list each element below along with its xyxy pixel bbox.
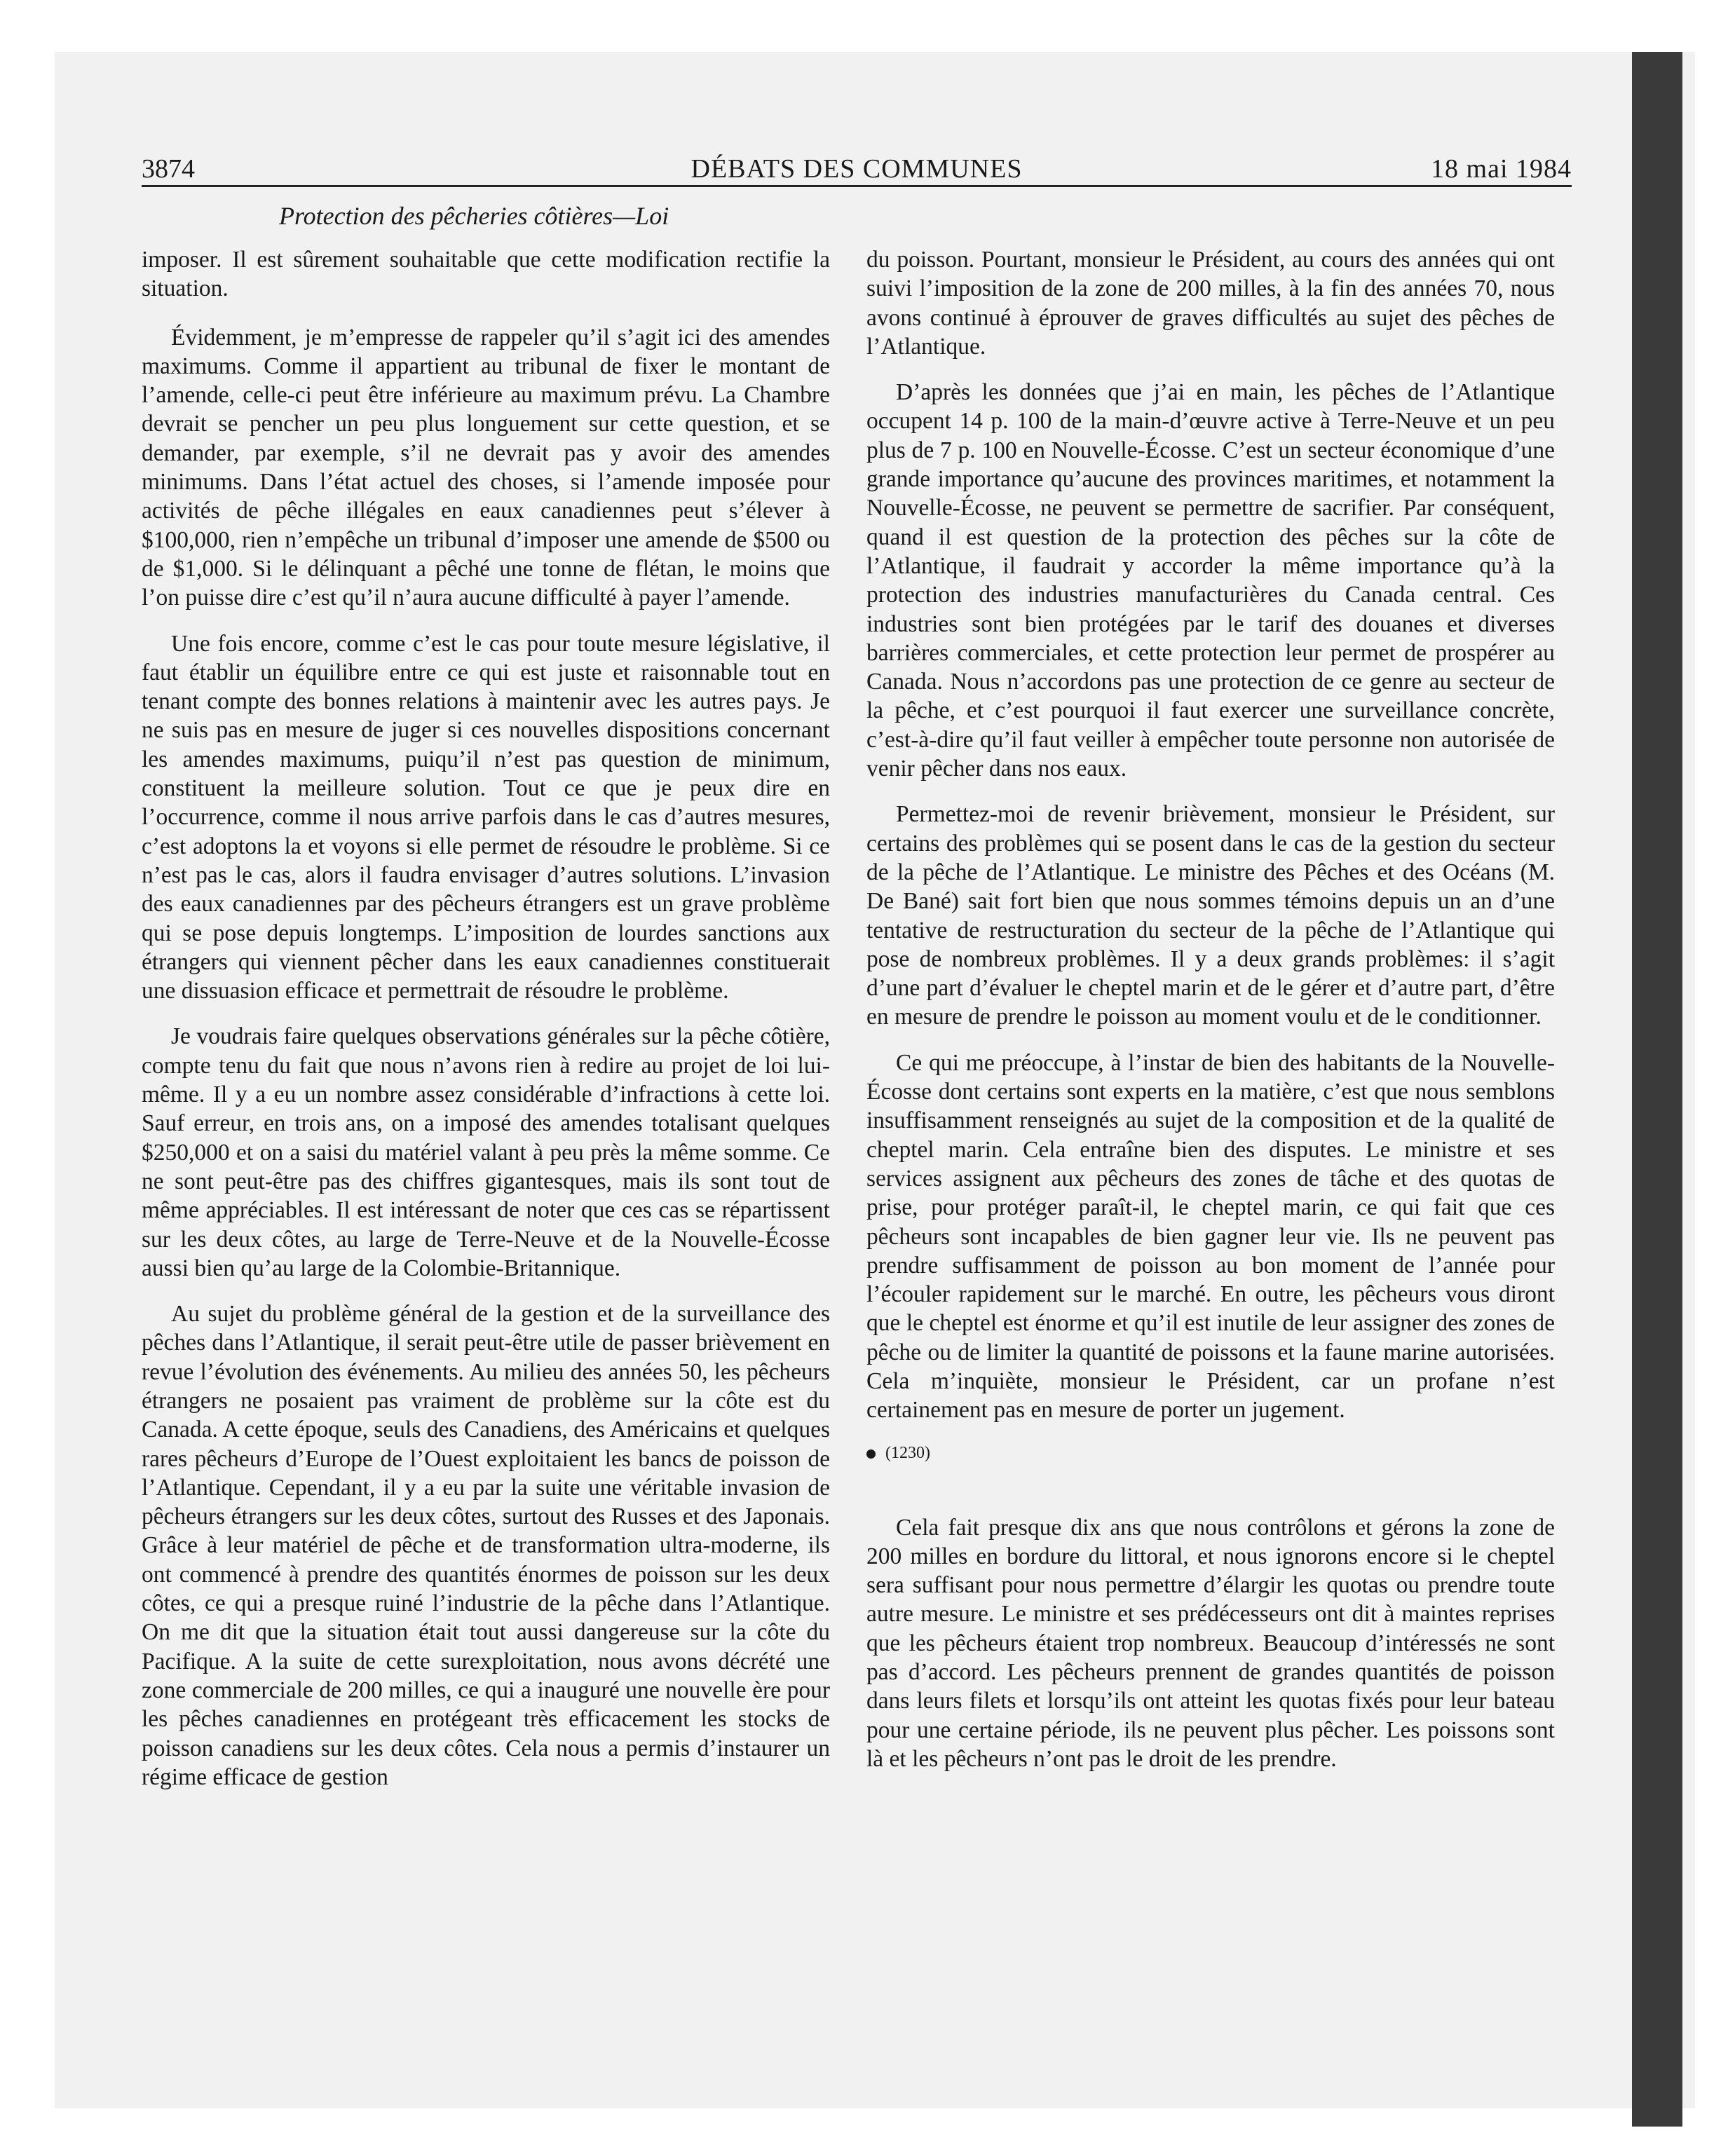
- paragraph: Ce qui me préoccupe, à l’instar de bien des habitants de la Nouvelle-Écosse dont certains sont experts en la matière, c’est que nous semblons insuffisamment renseignés au sujet de la composition et de la qualité de cheptel marin. Cela entraîne bien des disputes. Le ministre et ses services assignent aux pêcheurs des zones de tâche et des quotas de prise, pour protéger paraît-il, le cheptel marin, ce qui fait que ces pêcheurs sont incapables de bien gagner leur vie. Ils ne peuvent pas prendre suffisamment de poisson au bon moment de l’année pour l’écouler rapidement sur le marché. En outre, les pêcheurs vous diront que le cheptel est énorme et qu’il est inutile de leur assigner des zones de pêche ou de limiter la quantité de poissons et la faune marine autorisées. Cela m’inquiète, monsieur le Président, car un profane n’est certainement pas en mesure de porter un jugement.: [866, 1049, 1555, 1424]
- header-rule: [142, 185, 1572, 187]
- time-marker: [866, 1442, 1555, 1464]
- section-title: Protection des pêcheries côtières—Loi: [279, 202, 669, 230]
- scan-edge-bar: [1632, 52, 1682, 2127]
- paragraph: imposer. Il est sûrement souhaitable que cette modification rectifie la situation.: [142, 247, 830, 302]
- time-marker-text: (1230): [885, 1443, 930, 1462]
- paragraph: Permettez-moi de revenir brièvement, monsieur le Président, sur certains des problèmes qui se posent dans le cas de la gestion du secteur de la pêche de l’Atlantique. Le ministre des Pêches et des Océans (M. De Bané) sait fort bien que nous sommes témoins depuis un an d’une tentative de restructuration du secteur de la pêche de l’Atlantique qui pose de nombreux problèmes. Il y a deux grands problèmes: il s’agit d’une part d’évaluer le cheptel marin et de le gérer et d’autre part, d’être en mesure de prendre le poisson au moment voulu et de le conditionner.: [866, 801, 1555, 1030]
- right-column: [866, 245, 1555, 1790]
- paragraph: Au sujet du problème général de la gestion et de la surveillance des pêches dans l’Atlantique, il serait peut-être utile de passer brièvement en revue l’évolution des événements. Au milieu des années 50, les pêcheurs étrangers ne posaient pas vraiment de problème sur la côte est du Canada. A cette époque, seuls des Canadiens, des Américains et quelques rares pêcheurs d’Europe de l’Ouest exploitaient les bancs de poisson de l’Atlantique. Cependant, il y a eu par la suite une véritable invasion de pêcheurs étrangers sur les deux côtes, surtout des Russes et des Japonais. Grâce à leur matériel de pêche et de transformation ultra-moderne, ils ont commencé à prendre des quantités énormes de poisson sur les deux côtes, ce qui a presque ruiné l’industrie de la pêche dans l’Atlantique. On me dit que la situation était tout aussi dangereuse sur la côte du Pacifique. A la suite de cette surexploitation, nous avons décrété une zone commerciale de 200 milles, ce qui a inauguré une nouvelle ère pour les pêches canadiennes en protégeant très efficacement les stocks de poisson canadiens sur les deux côtes. Cela nous a permis d’instaurer un régime efficace de gestion: [142, 1301, 830, 1790]
- paragraph: Cela fait presque dix ans que nous contrôlons et gérons la zone de 200 milles en bordure du littoral, et nous ignorons encore si le cheptel sera suffisant pour nous permettre d’élargir les quotas ou prendre toute autre mesure. Le ministre et ses prédécesseurs ont dit à maintes reprises que les pêcheurs étaient trop nombreux. Beaucoup d’intéressés ne sont pas d’accord. Les pêcheurs prennent de grandes quantités de poisson dans leurs filets et lorsqu’ils ont atteint les quotas fixés pour leur bateau pour une certaine période, ils ne peuvent plus pêcher. Les poissons sont là et les pêcheurs n’ont pas le droit de les prendre.: [866, 1514, 1555, 1772]
- paragraph: Évidemment, je m’empresse de rappeler qu’il s’agit ici des amendes maximums. Comme il appartient au tribunal de fixer le montant de l’amende, celle-ci peut être inférieure au maximum prévu. La Chambre devrait se pencher un peu plus longuement sur cette question, et se demander, par exemple, s’il ne devrait pas y avoir des amendes minimums. Dans l’état actuel des choses, si l’amende imposée pour activités de pêche illégales en eaux canadiennes peut s’élever à $100,000, rien n’empêche un tribunal d’imposer une amende de $500 ou de $1,000. Si le délinquant a pêché une tonne de flétan, le moins que l’on puisse dire c’est qu’il n’aura aucune difficulté à payer l’amende.: [142, 324, 830, 611]
- paragraph: Une fois encore, comme c’est le cas pour toute mesure législative, il faut établir un équilibre entre ce qui est juste et raisonnable tout en tenant compte des bonnes relations à maintenir avec les autres pays. Je ne suis pas en mesure de juger si ces nouvelles dispositions concernant les amendes maximums, puiqu’il n’est pas question de minimum, constituent la meilleure solution. Tout ce que je peux dire en l’occurrence, comme il nous arrive parfois dans le cas d’autres mesures, c’est adoptons la et voyons si elle permet de résoudre le problème. Si ce n’est pas le cas, alors il faudra envisager d’autres solutions. L’invasion des eaux canadiennes par des pêcheurs étrangers est un grave problème qui se pose depuis longtemps. L’imposition de lourdes sanctions aux étrangers qui viennent pêcher dans les eaux canadiennes constituerait une dissuasion efficace et permettrait de résoudre le problème.: [142, 630, 830, 1004]
- issue-date: 18 mai 1984: [1431, 154, 1572, 184]
- left-column: [142, 245, 830, 1808]
- page-number: 3874: [142, 154, 195, 184]
- paragraph: du poisson. Pourtant, monsieur le Président, au cours des années qui ont suivi l’imposition de la zone de 200 milles, à la fin des années 70, nous avons continué à éprouver de graves difficultés au sujet des pêches de l’Atlantique.: [866, 247, 1555, 360]
- journal-title: DÉBATS DES COMMUNES: [690, 154, 1023, 184]
- bullet-icon: [866, 1449, 876, 1459]
- paragraph: Je voudrais faire quelques observations générales sur la pêche côtière, compte tenu du fait que nous n’avons rien à redire au projet de loi lui-même. Il y a eu un nombre assez considérable d’infractions à cette loi. Sauf erreur, en trois ans, on a imposé des amendes totalisant quelques $250,000 et on a saisi du matériel valant à peu près la même somme. Ce ne sont peut-être pas des chiffres gigantesques, mais ils sont tout de même appréciables. Il est intéressant de noter que ces cas se répartissent sur les deux côtes, au large de Terre-Neuve et de la Nouvelle-Écosse aussi bien qu’au large de la Colombie-Britannique.: [142, 1023, 830, 1281]
- page-header: [142, 151, 1572, 193]
- paragraph: D’après les données que j’ai en main, les pêches de l’Atlantique occupent 14 p. 100 de la main-d’œuvre active à Terre-Neuve et un peu plus de 7 p. 100 en Nouvelle-Écosse. C’est un secteur économique d’une grande importance qu’aucune des provinces maritimes, et notamment la Nouvelle-Écosse, ne peuvent se permettre de sacrifier. Par conséquent, quand il est question de la protection des pêches sur la côte de l’Atlantique, il faudrait y accorder la même importance qu’à la protection des industries manufacturières du Canada central. Ces industries sont bien protégées par le tarif des douanes et diverses barrières commerciales, et cette protection leur permet de prospérer au Canada. Nous n’accordons pas une protection de ce genre au secteur de la pêche, et c’est pourquoi il faut exercer une surveillance concrète, c’est-à-dire qu’il faut veiller à empêcher toute personne non autorisée de venir pêcher dans nos eaux.: [866, 379, 1555, 782]
